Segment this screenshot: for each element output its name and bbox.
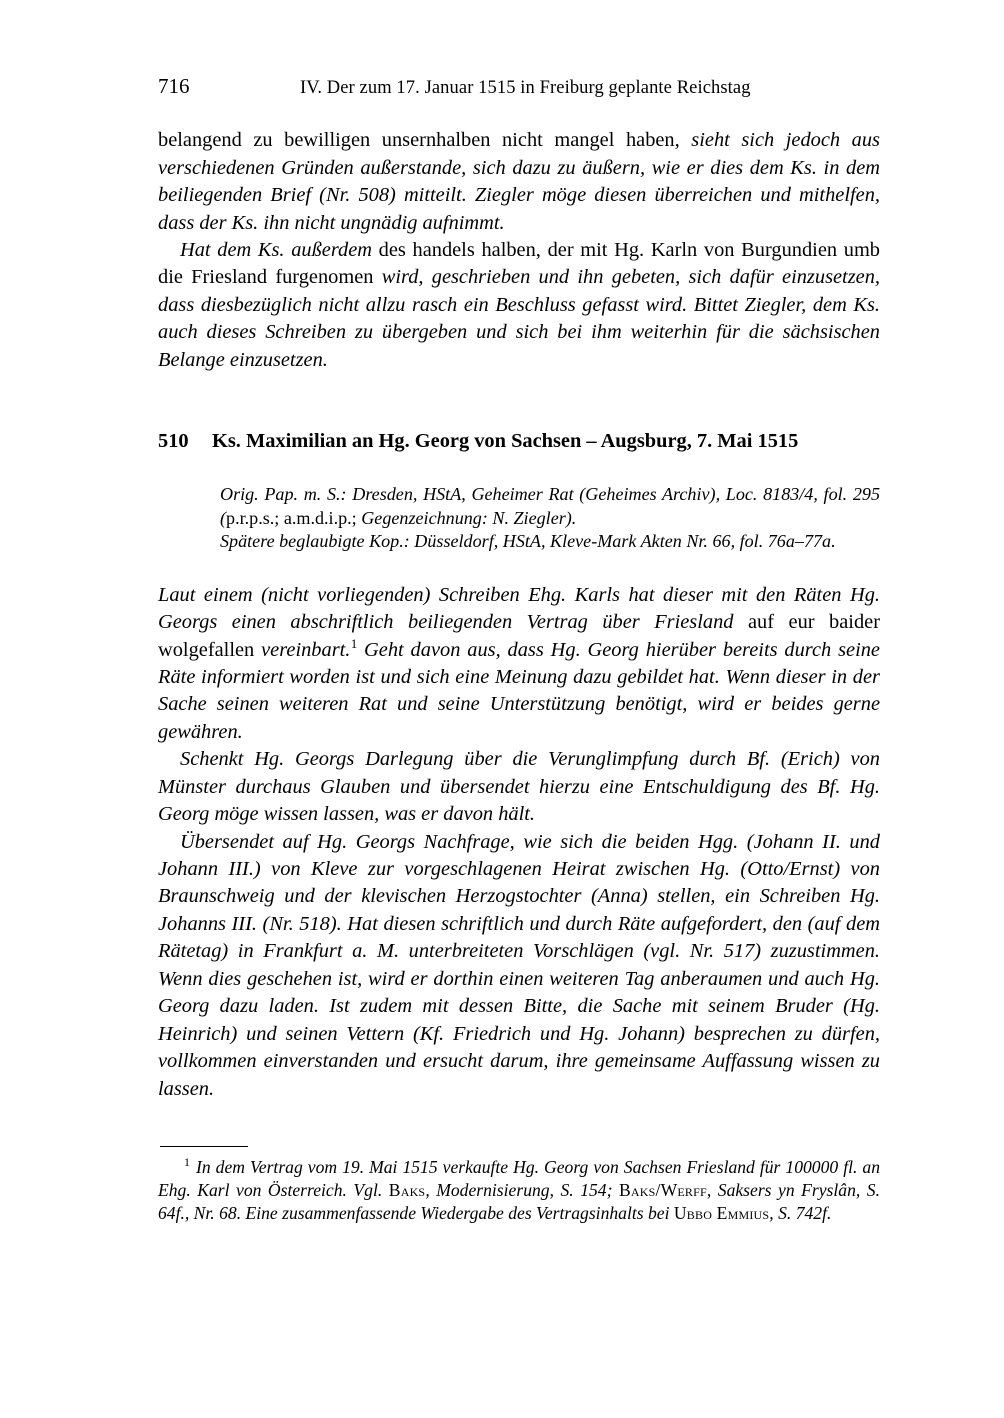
regest-paragraph-3: Übersendet auf Hg. Georgs Nachfrage, wie sich die beiden Hgg. (Johann II. und Johann III.) von Kleve zur vorgeschlagenen Heirat zwischen Hg. (Otto/Ernst) von Braunschweig und der klevischen Herzogstochter (Anna) stellen, ein Schreiben Hg. Johanns III. (Nr. 518). Hat diesen schriftlich und durch Räte aufgefordert, den (auf dem Rätetag) in Frankfurt a. M. unterbreiteten Vorschlägen (vgl. Nr. 517) zuzustimmen. Wenn dies geschehen ist, wird er dorthin einen weiteren Tag anberaumen und auch Hg. Georg dazu laden. Ist zudem mit dessen Bitte, die Sache mit seinem Bruder (Hg. Heinrich) und seinen Vettern (Kf. Friedrich und Hg. Johann) besprechen zu dürfen, vollkommen einverstanden und ersucht darum, ihre gemeinsame Auffassung wissen zu lassen.	[158, 830, 880, 1100]
source-orig-a: Orig. Pap. m. S.: Dresden, HStA, Geheimer Rat (Geheimes Archiv), Loc. 8183/4, fol. 295 (	[220, 484, 880, 528]
footnote-separator-rule	[160, 1146, 248, 1147]
footnote-area	[158, 1146, 880, 1225]
regest-paragraph-2: Schenkt Hg. Georgs Darlegung über die Verunglimpfung durch Bf. (Erich) von Münster durchaus Glauben und übersendet hierzu eine Entschuldigung des Bf. Hg. Georg möge wissen lassen, was er davon hält.	[158, 748, 880, 826]
footnote-part-4: , S. 742f.	[769, 1203, 832, 1224]
footnote-smallcaps-ubbo-emmius: Ubbo Emmius	[673, 1203, 770, 1224]
footnote-part-3: , Saksers yn Fryslân, S. 64f., Nr. 68. Eine zusammenfassende Wiedergabe des Vertragsinhalts bei	[158, 1180, 880, 1224]
footnote-smallcaps-baks: Baks	[388, 1180, 426, 1201]
regest-body	[158, 582, 880, 1103]
entry-title: Ks. Maximilian an Hg. Georg von Sachsen – Augsburg, 7. Mai 1515	[212, 430, 799, 453]
text-block	[158, 74, 880, 1103]
para2-italic-1: Hat dem Ks. außerdem	[180, 238, 372, 261]
para2-roman-1: des handels halben, der mit Hg. Karln von Burgundien umb die Friesland furgenomen	[158, 238, 880, 289]
entry-number: 510	[158, 430, 189, 453]
regest-paragraph-1	[158, 582, 880, 747]
running-head-title: IV. Der zum 17. Januar 1515 in Freiburg geplante Reichstag	[300, 78, 751, 98]
regest1-b: vereinbart.	[261, 638, 351, 661]
footnote-number: 1	[184, 1155, 190, 1170]
running-head	[158, 74, 880, 99]
footnote-part-2: , Modernisierung, S. 154;	[425, 1180, 619, 1201]
source-orig-roman: p.r.p.s.; a.m.d.i.p.;	[226, 507, 357, 528]
para2-italic-2: wird, geschrieben und ihn gebeten, sich dafür einzusetzen, dass diesbezüglich nicht allzu rasch ein Beschluss gefasst wird. Bittet Ziegler, dem Ks. auch dieses Schreiben zu übergeben und sich bei ihm weiterhin für die sächsischen Belange einzusetzen.	[158, 266, 880, 371]
paragraph-continued-2	[158, 237, 880, 374]
regest1-a: Laut einem (nicht vorliegenden) Schreiben Ehg. Karls hat dieser mit den Räten Hg. Georgs einen abschriftlich beiliegenden Vertrag über Friesland	[158, 583, 880, 634]
source-orig-b: Gegenzeichnung: N. Ziegler).	[356, 507, 577, 528]
para1-italic-rest: sieht sich jedoch aus verschiedenen Gründen außerstande, sich dazu zu äußern, wie er dies dem Ks. in dem beiliegenden Brief (Nr. 508) mitteilt. Ziegler möge diesen überreichen und mithelfen, dass der Ks. ihn nicht ungnädig aufnimmt.	[158, 129, 880, 234]
footnote-smallcaps-baks-werff: Baks/Werff	[618, 1180, 707, 1201]
source-line-2: Spätere beglaubigte Kop.: Düsseldorf, HStA, Kleve-Mark Akten Nr. 66, fol. 76a–77a.	[220, 531, 836, 552]
para1-roman-lead: belangend zu bewilligen unsernhalben nicht mangel haben,	[158, 129, 680, 152]
paragraph-continued-1	[158, 127, 880, 237]
footnote-marker-1[interactable]: 1	[350, 636, 358, 651]
footnote-part-1: In dem Vertrag vom 19. Mai 1515 verkaufte Hg. Georg von Sachsen Friesland für 100000 fl. an Ehg. Karl von Österreich. Vgl.	[158, 1157, 880, 1201]
page-number: 716	[158, 74, 190, 98]
source-block	[220, 483, 880, 554]
source-line-1	[220, 483, 880, 530]
entry-heading-510	[158, 430, 880, 453]
regest1-roman: auf eur baider wolgefallen	[158, 611, 880, 661]
regest1-c: Geht davon aus, dass Hg. Georg hierüber bereits durch seine Räte informiert worden ist und sich eine Meinung dazu gebildet hat. Wenn dieser in der Sache seinen weiteren Rat und seine Unterstützung benötigt, wird er beides gerne gewähren.	[158, 638, 880, 743]
footnote-1	[158, 1156, 880, 1225]
